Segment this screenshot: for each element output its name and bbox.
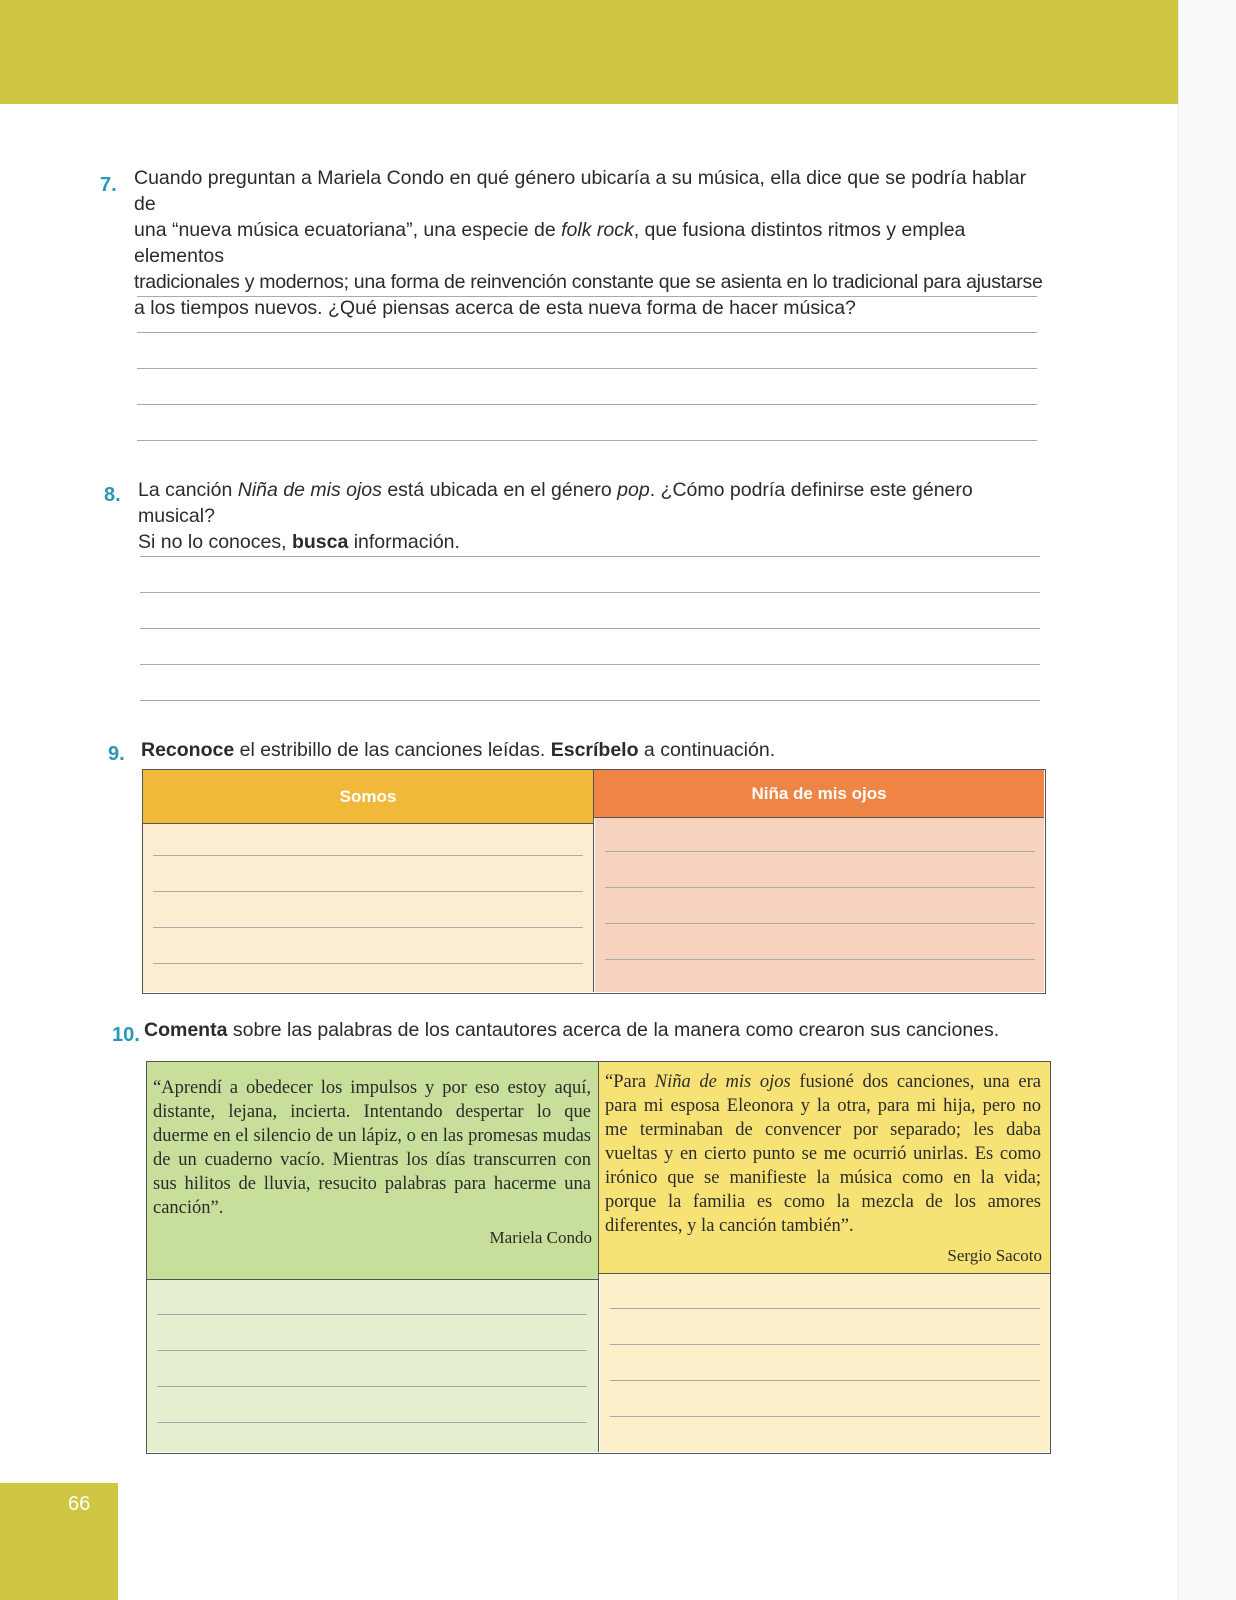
answer-line[interactable] <box>605 959 1035 960</box>
answer-line[interactable] <box>157 1350 587 1351</box>
q7-line: una “nueva música ecuatoriana”, una especie de folk rock, que fusiona distintos ritmos y emplea elementos <box>134 219 966 267</box>
answer-line[interactable] <box>157 1422 587 1423</box>
comment-table <box>146 1061 1051 1454</box>
q8-line: La canción Niña de mis ojos está ubicada en el género pop. ¿Cómo podría definirse este género musical? <box>138 479 973 527</box>
author-sacoto: Sergio Sacoto <box>947 1246 1042 1265</box>
answer-line[interactable] <box>153 963 583 964</box>
answer-line[interactable] <box>153 891 583 892</box>
q10-text: Comenta sobre las palabras de los cantautores acerca de la manera como crearon sus canciones. <box>144 1019 1000 1041</box>
q8-number: 8. <box>104 484 121 506</box>
author-condo: Mariela Condo <box>489 1228 592 1247</box>
answer-line[interactable] <box>137 404 1037 405</box>
answer-line[interactable] <box>157 1386 587 1387</box>
answer-line[interactable] <box>153 855 583 856</box>
answer-line[interactable] <box>610 1344 1040 1345</box>
answer-cell-condo[interactable] <box>147 1280 599 1452</box>
answer-line[interactable] <box>153 927 583 928</box>
answer-line[interactable] <box>605 887 1035 888</box>
q7-line: a los tiempos nuevos. ¿Qué piensas acerca de esta nueva forma de hacer música? <box>134 297 856 319</box>
q9-text: Reconoce el estribillo de las canciones leídas. Escríbelo a continuación. <box>141 739 776 761</box>
q8-line: Si no lo conoces, busca información. <box>138 531 460 553</box>
page-edge <box>1178 0 1236 1600</box>
q7-line: tradicionales y modernos; una forma de reinvención constante que se asienta en lo tradicional para ajustarse <box>134 271 1043 293</box>
quote-sacoto: “Para Niña de mis ojos fusioné dos canciones, una era para mi esposa Eleonora y la otra, para mi hija, pero no me terminaban de convencer por separado; les daba vueltas y en cierto punto se me ocurrió unirlas. Es como irónico que se manifieste la música como en la vida; porque la familia es como la mezcla de los amores diferentes, y la canción también”. <box>605 1072 1041 1236</box>
page-number: 66 <box>68 1493 91 1515</box>
answer-line[interactable] <box>137 440 1037 441</box>
header-band <box>0 0 1178 104</box>
answer-line[interactable] <box>137 296 1037 297</box>
answer-line[interactable] <box>605 851 1035 852</box>
answer-line[interactable] <box>137 368 1037 369</box>
answer-line[interactable] <box>140 664 1040 665</box>
page-number-tab <box>0 1483 118 1600</box>
col-header-somos: Somos <box>143 770 594 824</box>
answer-line[interactable] <box>137 332 1037 333</box>
q10-number: 10. <box>112 1024 140 1046</box>
quote-condo: “Aprendí a obedecer los impulsos y por eso estoy aquí, distante, lejana, incierta. Intentando despertar lo que duerme en el silencio de un lápiz, o en las promesas mudas de un cuaderno vacío. Mientras los días transcurren con sus hilitos de lluvia, resucito palabras para hacerme una canción”. <box>153 1078 591 1218</box>
answer-line[interactable] <box>140 628 1040 629</box>
q8-text <box>138 477 1048 555</box>
q7-line: Cuando preguntan a Mariela Condo en qué género ubicaría a su música, ella dice que se podría hablar de <box>134 167 1027 215</box>
col-header-nina: Niña de mis ojos <box>594 770 1044 818</box>
answer-line[interactable] <box>140 556 1040 557</box>
answer-cell-somos[interactable] <box>143 824 594 992</box>
answer-line[interactable] <box>140 700 1040 701</box>
answer-line[interactable] <box>610 1416 1040 1417</box>
answer-cell-sacoto[interactable] <box>600 1274 1050 1452</box>
answer-line[interactable] <box>605 923 1035 924</box>
q9-number: 9. <box>108 743 125 765</box>
q7-number: 7. <box>100 174 117 196</box>
answer-line[interactable] <box>610 1380 1040 1381</box>
quote-cell-condo <box>147 1062 599 1280</box>
quote-cell-sacoto <box>599 1062 1050 1274</box>
refrain-table <box>142 769 1046 994</box>
answer-line[interactable] <box>610 1308 1040 1309</box>
q7-text <box>134 165 1044 321</box>
answer-line[interactable] <box>140 592 1040 593</box>
answer-cell-nina[interactable] <box>595 818 1044 992</box>
answer-line[interactable] <box>157 1314 587 1315</box>
